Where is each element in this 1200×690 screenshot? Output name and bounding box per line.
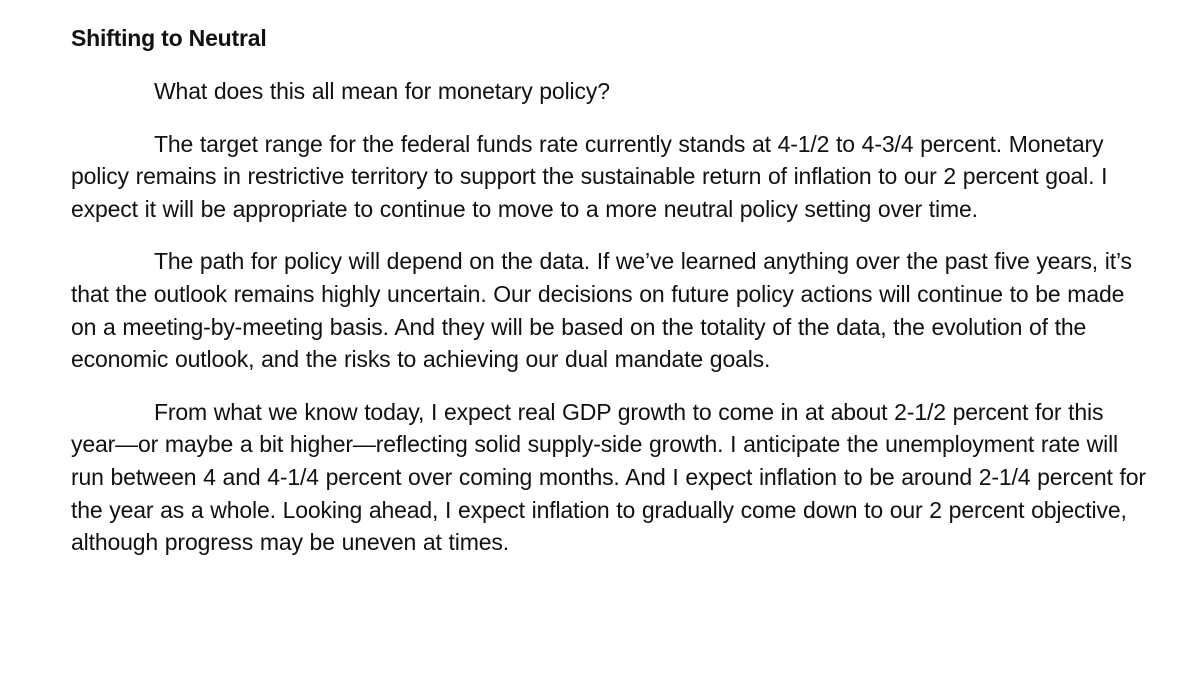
paragraph-outlook: From what we know today, I expect real GDP growth to come in at about 2-1/2 percent for this year—or maybe a bit higher—reflecting solid supply-side growth. I anticipate the unemployment rate will run between 4 and 4-1/4 percent over coming months. And I expect inflation to be around 2-1/4 percent for the year as a whole. Looking ahead, I expect inflation to gradually come down to our 2 percent objective, although progress may be uneven at times. <box>71 398 1146 556</box>
paragraph-target-range: The target range for the federal funds rate currently stands at 4-1/2 to 4-3/4 percent. Monetary policy remains in restrictive territory to support the sustainable return of inflation to our 2 percent goal. I expect it will be appropriate to continue to move to a more neutral policy setting over time. <box>71 130 1108 222</box>
document-page <box>71 22 1151 579</box>
paragraph-question: What does this all mean for monetary policy? <box>154 78 610 104</box>
paragraph-policy-path: The path for policy will depend on the data. If we’ve learned anything over the past five years, it’s that the outlook remains highly uncertain. Our decisions on future policy actions will continue to be made on a meeting-by-meeting basis. And they will be based on the totality of the data, the evolution of the economic outlook, and the risks to achieving our dual mandate goals. <box>71 248 1132 373</box>
section-heading: Shifting to Neutral <box>71 25 267 51</box>
